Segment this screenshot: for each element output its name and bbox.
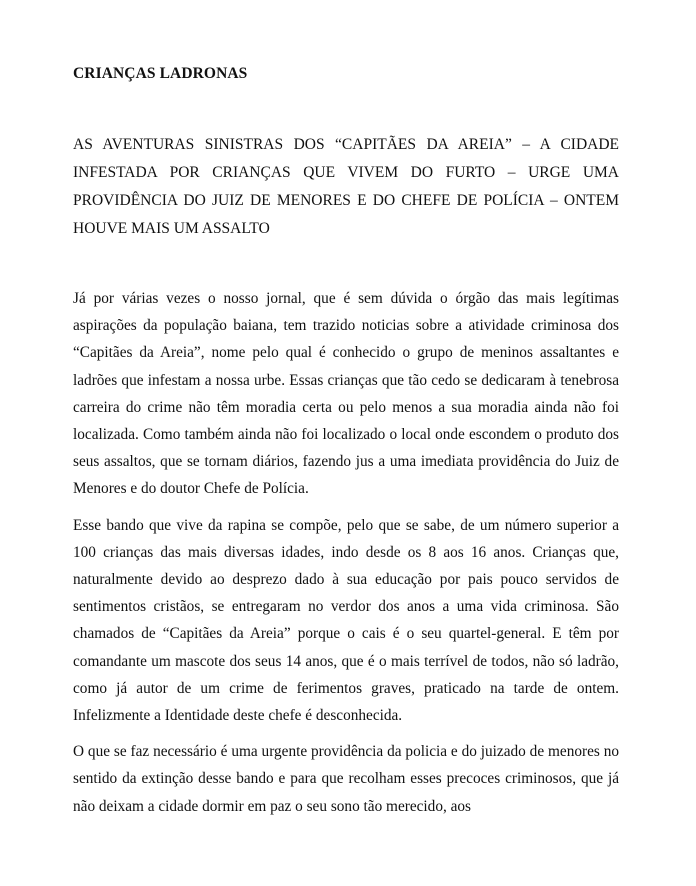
paragraph-1: Já por várias vezes o nosso jornal, que é sem dúvida o órgão das mais legítimas aspirações da população baiana, tem trazido noticias sobre a atividade criminosa dos “Capitães da Areia”, nome pelo qual é conhecido o grupo de meninos assaltantes e ladrões que infestam a nossa urbe. Essas crianças que tão cedo se dedicaram à tenebrosa carreira do crime não têm moradia certa ou pelo menos a sua moradia ainda não foi localizada. Como também ainda não foi localizado o local onde escondem o produto dos seus assaltos, que se tornam diários, fazendo jus a uma imediata providência do Juiz de Menores e do doutor Chefe de Polícia. <box>73 290 619 498</box>
article-title: CRIANÇAS LADRONAS <box>73 65 248 82</box>
paragraph-3: O que se faz necessário é uma urgente providência da policia e do juizado de menores no sentido da extinção desse bando e para que recolham esses precoces criminosos, que já não deixam a cidade dormir em paz o seu sono tão merecido, aos <box>73 743 619 815</box>
paragraph-2: Esse bando que vive da rapina se compõe, pelo que se sabe, de um número superior a 100 crianças das mais diversas idades, indo desde os 8 aos 16 anos. Crianças que, naturalmente devido ao desprezo dado à sua educação por pais pouco servidos de sentimentos cristãos, se entregaram no verdor dos anos a uma vida criminosa. São chamados de “Capitães da Areia” porque o cais é o seu quartel-general. E têm por comandante um mascote dos seus 14 anos, que é o mais terrível de todos, não só ladrão, como já autor de um crime de ferimentos graves, praticado na tarde de ontem. Infelizmente a Identidade deste chefe é desconhecida. <box>73 516 619 725</box>
article-subtitle: AS AVENTURAS SINISTRAS DOS “CAPITÃES DA AREIA” – A CIDADE INFESTADA POR CRIANÇAS QUE VIVEM DO FURTO – URGE UMA PROVIDÊNCIA DO JUIZ DE MENORES E DO CHEFE DE POLÍCIA – ONTEM HOUVE MAIS UM ASSALTO <box>73 136 619 237</box>
article-body <box>73 285 619 829</box>
